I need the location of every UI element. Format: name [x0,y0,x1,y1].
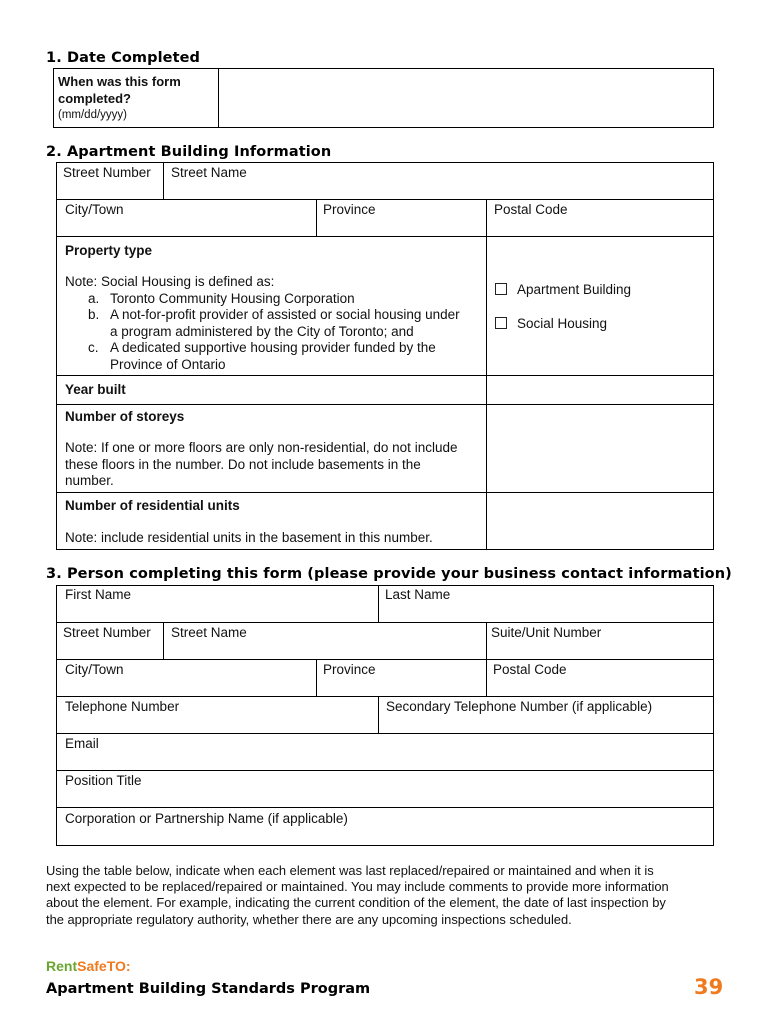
last-name-field[interactable] [378,585,714,623]
social-housing-note [65,274,485,373]
definition-a: a. Toronto Community Housing Corporation [88,290,355,306]
page-number: 39 [694,975,724,999]
residential-units-input[interactable] [486,492,714,550]
secondary-telephone-label: Secondary Telephone Number (if applicable) [386,699,653,714]
building-street-number-field[interactable] [56,162,164,200]
year-built-cell [56,375,487,405]
building-city-label: City/Town [65,202,124,217]
building-street-name-label: Street Name [171,165,247,180]
instructions-line: next expected to be replaced/repaired or maintained. You may include comments to provide more information [46,879,669,895]
definition-b: b. A not-for-profit provider of assisted or social housing under a program administered by the City of Toronto; and [88,307,460,339]
definition-c: c. A dedicated supportive housing provider funded by the Province of Ontario [88,340,436,372]
instructions-line: the appropriate regulatory authority, whether there are any upcoming inspections scheduled. [46,911,572,927]
storeys-note [65,440,457,490]
property-type-label: Property type [65,243,153,258]
contact-street-number-field[interactable] [56,622,164,660]
date-question-line2: completed? [58,91,131,106]
contact-province-label: Province [323,662,376,677]
building-postal-code-label: Postal Code [494,202,568,217]
last-name-label: Last Name [385,587,451,602]
option-social-housing[interactable] [495,316,607,331]
date-completed-input[interactable] [218,68,714,128]
position-title-field[interactable] [56,770,714,808]
property-type-options [486,236,714,376]
suite-unit-field[interactable] [486,622,714,660]
date-question-line1: When was this form [58,74,181,89]
year-built-label: Year built [65,382,126,397]
position-title-label: Position Title [65,773,142,788]
first-name-label: First Name [65,587,132,602]
instructions-paragraph [46,863,736,928]
section3-heading: 3. Person completing this form (please provide your business contact information) [46,566,732,582]
suite-unit-label: Suite/Unit Number [491,625,602,640]
social-housing-definitions [65,291,485,374]
contact-street-name-field[interactable] [163,622,487,660]
instructions-line: about the element. For example, indicating the current condition of the element, the date of last inspection by [46,895,666,911]
storeys-cell [56,404,487,493]
storeys-label: Number of storeys [65,409,185,424]
corporation-name-label: Corporation or Partnership Name (if applicable) [65,811,348,826]
program-title: Apartment Building Standards Program [46,981,371,997]
telephone-field[interactable] [56,696,379,734]
contact-province-field[interactable] [316,659,487,697]
storeys-note-line: Note: If one or more floors are only non-residential, do not include [65,440,458,455]
building-province-label: Province [323,202,376,217]
social-housing-note-intro: Note: Social Housing is defined as: [65,274,275,289]
contact-city-label: City/Town [65,662,124,677]
option-apartment-building[interactable] [495,282,631,297]
building-street-number-label: Street Number [63,165,151,180]
social-housing-checkbox[interactable] [495,317,507,329]
brand-rent: Rent [46,958,78,974]
storeys-input[interactable] [486,404,714,493]
corporation-name-field[interactable] [56,807,714,846]
property-type-cell [56,236,487,376]
residential-units-label: Number of residential units [65,498,240,513]
instructions-line: Using the table below, indicate when each element was last replaced/repaired or maintained and when it is [46,863,654,878]
contact-street-name-label: Street Name [171,625,247,640]
contact-postal-code-label: Postal Code [493,662,567,677]
building-postal-code-field[interactable] [486,199,714,237]
secondary-telephone-field[interactable] [378,696,714,734]
year-built-input[interactable] [486,375,714,405]
telephone-label: Telephone Number [65,699,180,714]
email-field[interactable] [56,733,714,771]
rentsafeto-logo [46,958,131,976]
building-city-field[interactable] [56,199,317,237]
building-street-name-field[interactable] [163,162,714,200]
residential-units-cell [56,492,487,550]
residential-units-note: Note: include residential units in the basement in this number. [65,530,433,545]
apartment-building-label: Apartment Building [517,282,632,297]
apartment-building-checkbox[interactable] [495,283,507,295]
storeys-note-line: these floors in the number. Do not include basements in the [65,456,421,472]
building-province-field[interactable] [316,199,487,237]
date-format-hint: (mm/dd/yyyy) [58,109,127,121]
first-name-field[interactable] [56,585,379,623]
brand-safeto: SafeTO: [77,958,131,974]
storeys-note-line: number. [65,473,114,488]
social-housing-label: Social Housing [517,316,608,331]
contact-city-field[interactable] [56,659,317,697]
contact-postal-code-field[interactable] [486,659,714,697]
section1-heading: 1. Date Completed [46,50,201,66]
email-label: Email [65,736,99,751]
section2-heading: 2. Apartment Building Information [46,144,332,160]
contact-street-number-label: Street Number [63,625,151,640]
date-question-cell [53,68,219,128]
